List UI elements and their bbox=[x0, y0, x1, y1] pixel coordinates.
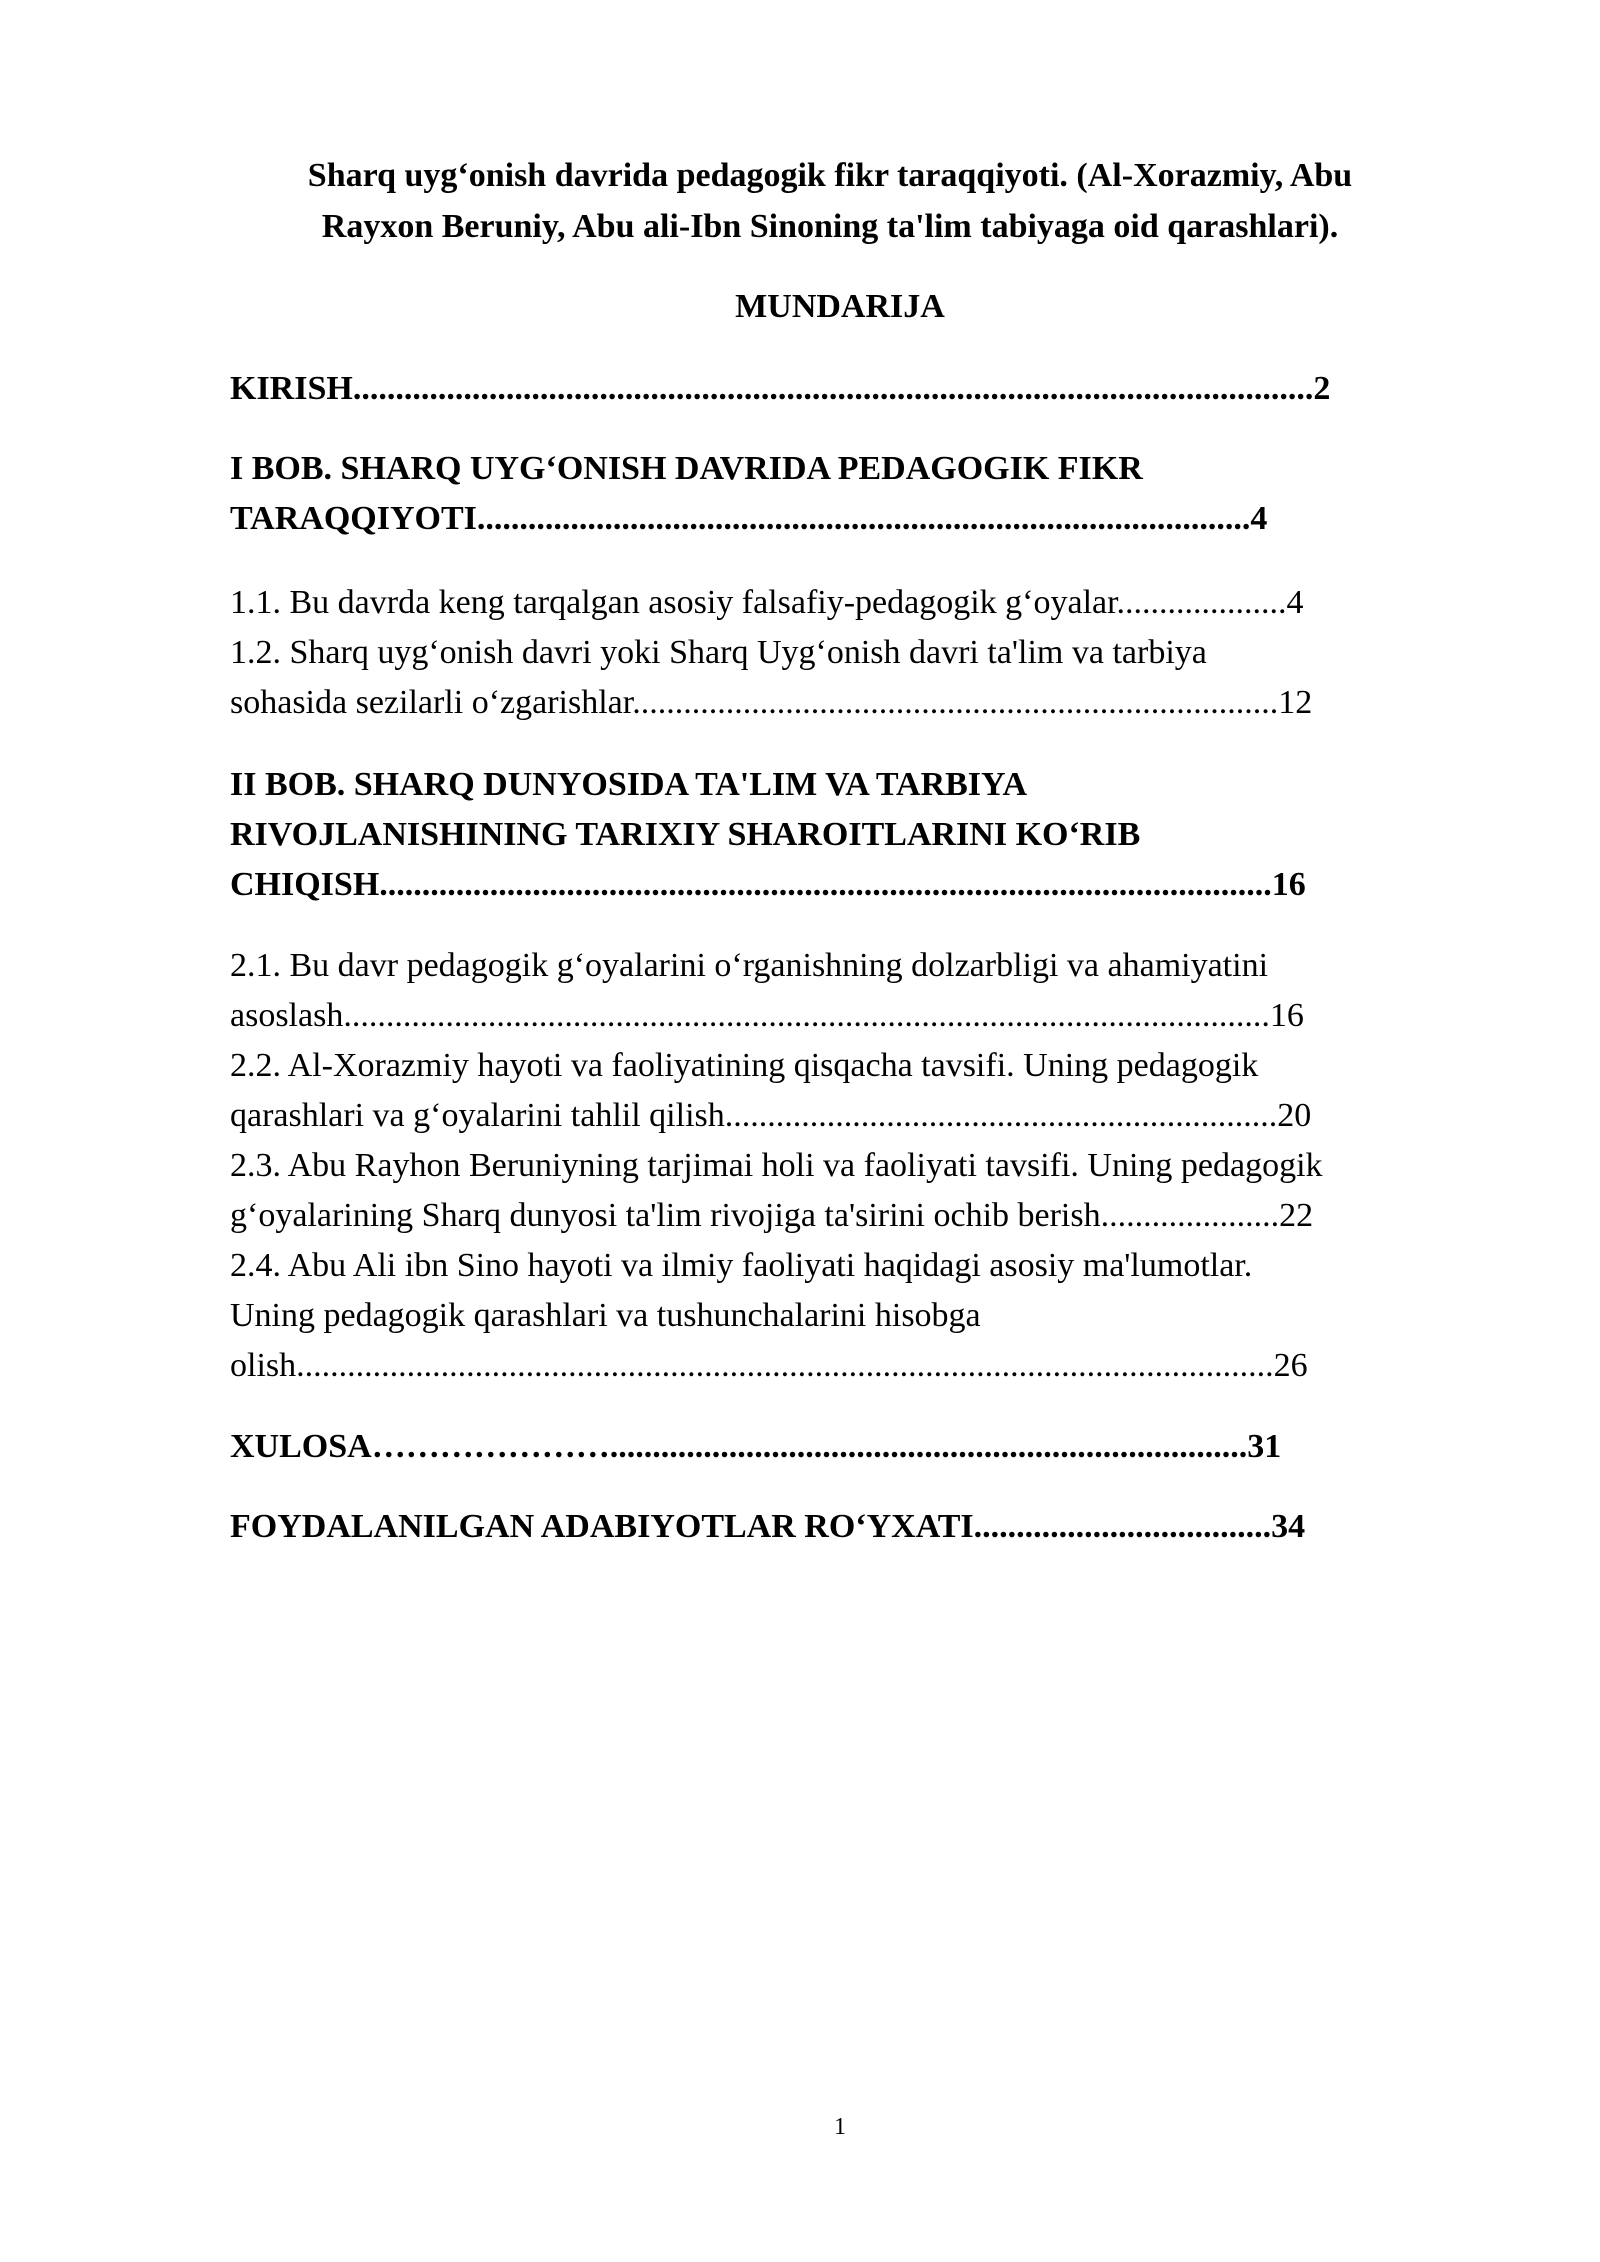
toc-entry-2-4-cont: Uning pedagogik qarashlari va tushunchalarini hisobga bbox=[230, 1297, 981, 1334]
toc-entry-2-3-cont: g‘oyalarining Sharq dunyosi ta'lim rivojiga ta'sirini ochib berish.....................22 bbox=[230, 1197, 1314, 1234]
toc-entry-text: FOYDALANILGAN ADABIYOTLAR RO‘YXATI...................................34 bbox=[230, 1508, 1306, 1545]
toc-entry-bob1 bbox=[230, 444, 1430, 544]
toc-entry-2-4-cont: olish...................................................................................................................26 bbox=[230, 1347, 1308, 1384]
toc-entry-2-1: 2.1. Bu davr pedagogik g‘oyalarini o‘rganishning dolzarbligi va ahamiyatini bbox=[230, 947, 1269, 984]
page-number: 1 bbox=[834, 2114, 846, 2140]
toc-entry-text: XULOSA…………………...........................................................................31 bbox=[230, 1428, 1282, 1465]
toc-entry-text: I BOB. SHARQ UYG‘ONISH DAVRIDA PEDAGOGIK FIKR bbox=[230, 450, 1143, 487]
toc-entry-text: KIRISH.................................................................................................................2 bbox=[230, 370, 1331, 407]
toc-entry-2-2-cont: qarashlari va g‘oyalarini tahlil qilish.................................................................20 bbox=[230, 1097, 1312, 1134]
toc-entry-text: TARAQQIYOTI...........................................................................................4 bbox=[230, 500, 1268, 537]
toc-entry-2-1-cont: asoslash.............................................................................................................16 bbox=[230, 997, 1304, 1034]
toc-entry-xulosa bbox=[230, 1422, 1450, 1472]
toc-entry-bob2 bbox=[230, 760, 1450, 910]
toc-entry-text: II BOB. SHARQ DUNYOSIDA TA'LIM VA TARBIYA bbox=[230, 766, 1028, 803]
toc-entry-text: CHIQISH.........................................................................................................16 bbox=[230, 866, 1306, 903]
toc-section-group-1 bbox=[230, 578, 1450, 728]
toc-heading: MUNDARIJA bbox=[735, 288, 945, 325]
toc-entry-1-2: 1.2. Sharq uyg‘onish davri yoki Sharq Uyg‘onish davri ta'lim va tarbiya bbox=[230, 634, 1207, 671]
toc-entry-2-2: 2.2. Al-Xorazmiy hayoti va faoliyatining qisqacha tavsifi. Uning pedagogik bbox=[230, 1047, 1259, 1084]
toc-entry-adabiyotlar bbox=[230, 1502, 1450, 1552]
toc-entry-2-3: 2.3. Abu Rayhon Beruniyning tarjimai holi va faoliyati tavsifi. Uning pedagogik bbox=[230, 1147, 1323, 1184]
document-title-line: Rayxon Beruniy, Abu ali-Ibn Sinoning ta'lim tabiyaga oid qarashlari). bbox=[321, 208, 1339, 245]
toc-entry-1-1: 1.1. Bu davrda keng tarqalgan asosiy falsafiy-pedagogik g‘oyalar....................4 bbox=[230, 584, 1304, 621]
toc-entry-kirish bbox=[230, 364, 1420, 414]
document-title-line: Sharq uyg‘onish davrida pedagogik fikr taraqqiyoti. (Al-Xorazmiy, Abu bbox=[307, 157, 1353, 194]
document-title bbox=[220, 150, 1440, 252]
toc-entry-text: RIVOJLANISHINING TARIXIY SHAROITLARINI KO‘RIB bbox=[230, 816, 1141, 853]
toc-entry-1-2-cont: sohasida sezilarli o‘zgarishlar............................................................................12 bbox=[230, 684, 1313, 721]
toc-entry-2-4: 2.4. Abu Ali ibn Sino hayoti va ilmiy faoliyati haqidagi asosiy ma'lumotlar. bbox=[230, 1247, 1253, 1284]
toc-section-group-2 bbox=[230, 941, 1460, 1391]
